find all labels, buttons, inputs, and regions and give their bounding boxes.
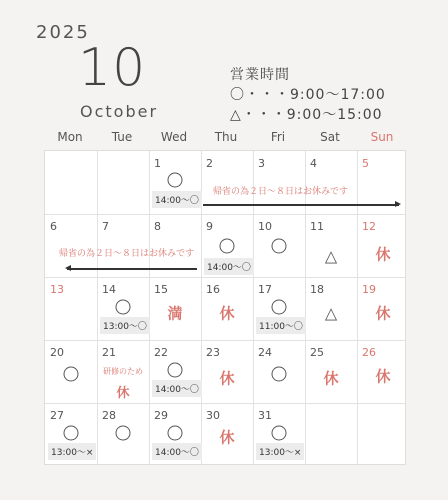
open-circle-icon bbox=[168, 173, 183, 188]
time-tag: 14:00〜〇 bbox=[152, 380, 202, 397]
day-cell-9[interactable] bbox=[201, 214, 253, 277]
day-cell-1[interactable] bbox=[149, 151, 201, 214]
day-number: 10 bbox=[258, 220, 272, 233]
day-number: 21 bbox=[102, 346, 116, 359]
day-cell-23[interactable] bbox=[201, 340, 253, 403]
day-number: 22 bbox=[154, 346, 168, 359]
day-number: 9 bbox=[206, 220, 213, 233]
day-cell-24[interactable] bbox=[253, 340, 305, 403]
day-cell-27[interactable] bbox=[45, 403, 97, 466]
closure-banner-2: 帰省の為２日〜８日はお休みです bbox=[59, 249, 195, 259]
day-number: 13 bbox=[50, 283, 64, 296]
day-number: 17 bbox=[258, 283, 272, 296]
day-cell-30[interactable] bbox=[201, 403, 253, 466]
day-number: 7 bbox=[102, 220, 109, 233]
hours-line-short: △・・・9:00〜15:00 bbox=[230, 107, 383, 123]
arrow-right-icon bbox=[203, 204, 399, 206]
hours-title: 営業時間 bbox=[230, 67, 290, 83]
open-circle-icon bbox=[272, 239, 287, 254]
day-number: 3 bbox=[258, 157, 265, 170]
day-number: 8 bbox=[154, 220, 161, 233]
day-cell-20[interactable] bbox=[45, 340, 97, 403]
weekday-tue: Tue bbox=[111, 130, 133, 144]
closed-mark: 休 bbox=[375, 245, 391, 264]
day-number: 20 bbox=[50, 346, 64, 359]
day-cell-22[interactable] bbox=[149, 340, 201, 403]
time-tag: 11:00〜〇 bbox=[256, 317, 306, 334]
day-number: 4 bbox=[310, 157, 317, 170]
time-tag: 13:00〜× bbox=[256, 443, 304, 460]
day-cell-16[interactable] bbox=[201, 277, 253, 340]
closed-mark: 休 bbox=[375, 367, 391, 386]
day-cell-15[interactable] bbox=[149, 277, 201, 340]
open-circle-icon bbox=[64, 367, 79, 382]
day-number: 27 bbox=[50, 409, 64, 422]
day-number: 29 bbox=[154, 409, 168, 422]
weekday-sun: Sun bbox=[370, 130, 394, 144]
day-number: 25 bbox=[310, 346, 324, 359]
year-label: 2025 bbox=[36, 22, 90, 43]
closure-banner-1: 帰省の為２日〜８日はお休みです bbox=[213, 187, 349, 197]
day-number: 18 bbox=[310, 283, 324, 296]
open-circle-icon bbox=[168, 363, 183, 378]
day-cell-14[interactable] bbox=[97, 277, 149, 340]
day-number: 2 bbox=[206, 157, 213, 170]
time-tag: 14:00〜〇 bbox=[204, 258, 254, 275]
day-number: 12 bbox=[362, 220, 376, 233]
open-circle-icon bbox=[220, 239, 235, 254]
open-circle-icon bbox=[116, 300, 131, 315]
weekday-header bbox=[44, 130, 406, 148]
closed-mark: 休 bbox=[323, 369, 339, 388]
arrow-left-icon bbox=[67, 268, 197, 270]
day-cell-17[interactable] bbox=[253, 277, 305, 340]
month-number: 10 bbox=[78, 38, 147, 98]
day-cell-18[interactable] bbox=[305, 277, 357, 340]
day-number: 23 bbox=[206, 346, 220, 359]
day-number: 28 bbox=[102, 409, 116, 422]
time-tag: 14:00〜〇 bbox=[152, 443, 202, 460]
day-number: 16 bbox=[206, 283, 220, 296]
weekday-fri: Fri bbox=[270, 130, 286, 144]
day-cell-11[interactable] bbox=[305, 214, 357, 277]
calendar-grid bbox=[44, 150, 406, 465]
day-cell-26[interactable] bbox=[357, 340, 409, 403]
weekday-mon: Mon bbox=[57, 130, 83, 144]
month-name: October bbox=[80, 102, 159, 121]
day-cell-21[interactable] bbox=[97, 340, 149, 403]
day-number: 15 bbox=[154, 283, 168, 296]
training-note: 研修のため bbox=[103, 367, 143, 376]
open-circle-icon bbox=[168, 426, 183, 441]
short-hours-triangle-icon: △ bbox=[324, 303, 338, 323]
full-mark: 満 bbox=[167, 304, 183, 323]
open-circle-icon bbox=[272, 300, 287, 315]
day-number: 26 bbox=[362, 346, 376, 359]
day-cell-13[interactable] bbox=[45, 277, 97, 340]
day-cell-12[interactable] bbox=[357, 214, 409, 277]
day-number: 31 bbox=[258, 409, 272, 422]
day-cell-31[interactable] bbox=[253, 403, 305, 466]
day-cell-28[interactable] bbox=[97, 403, 149, 466]
closed-mark: 休 bbox=[116, 386, 130, 401]
time-tag: 14:00〜〇 bbox=[152, 191, 202, 208]
weekday-thu: Thu bbox=[214, 130, 238, 144]
day-number: 24 bbox=[258, 346, 272, 359]
time-tag: 13:00〜〇 bbox=[100, 317, 150, 334]
day-cell-29[interactable] bbox=[149, 403, 201, 466]
day-number: 14 bbox=[102, 283, 116, 296]
day-number: 1 bbox=[154, 157, 161, 170]
hours-line-open: 〇・・・9:00〜17:00 bbox=[230, 87, 386, 103]
open-circle-icon bbox=[116, 426, 131, 441]
day-number: 19 bbox=[362, 283, 376, 296]
closed-mark: 休 bbox=[375, 304, 391, 323]
closed-mark: 休 bbox=[219, 428, 235, 447]
weekday-wed: Wed bbox=[160, 130, 188, 144]
day-number: 5 bbox=[362, 157, 369, 170]
day-cell-10[interactable] bbox=[253, 214, 305, 277]
time-tag: 13:00〜× bbox=[48, 443, 96, 460]
day-cell-25[interactable] bbox=[305, 340, 357, 403]
day-number: 11 bbox=[310, 220, 324, 233]
short-hours-triangle-icon: △ bbox=[324, 246, 338, 266]
open-circle-icon bbox=[272, 426, 287, 441]
closed-mark: 休 bbox=[219, 304, 235, 323]
closed-mark: 休 bbox=[219, 369, 235, 388]
day-number: 30 bbox=[206, 409, 220, 422]
day-number: 6 bbox=[50, 220, 57, 233]
open-circle-icon bbox=[272, 367, 287, 382]
weekday-sat: Sat bbox=[320, 130, 340, 144]
open-circle-icon bbox=[64, 426, 79, 441]
day-cell-19[interactable] bbox=[357, 277, 409, 340]
